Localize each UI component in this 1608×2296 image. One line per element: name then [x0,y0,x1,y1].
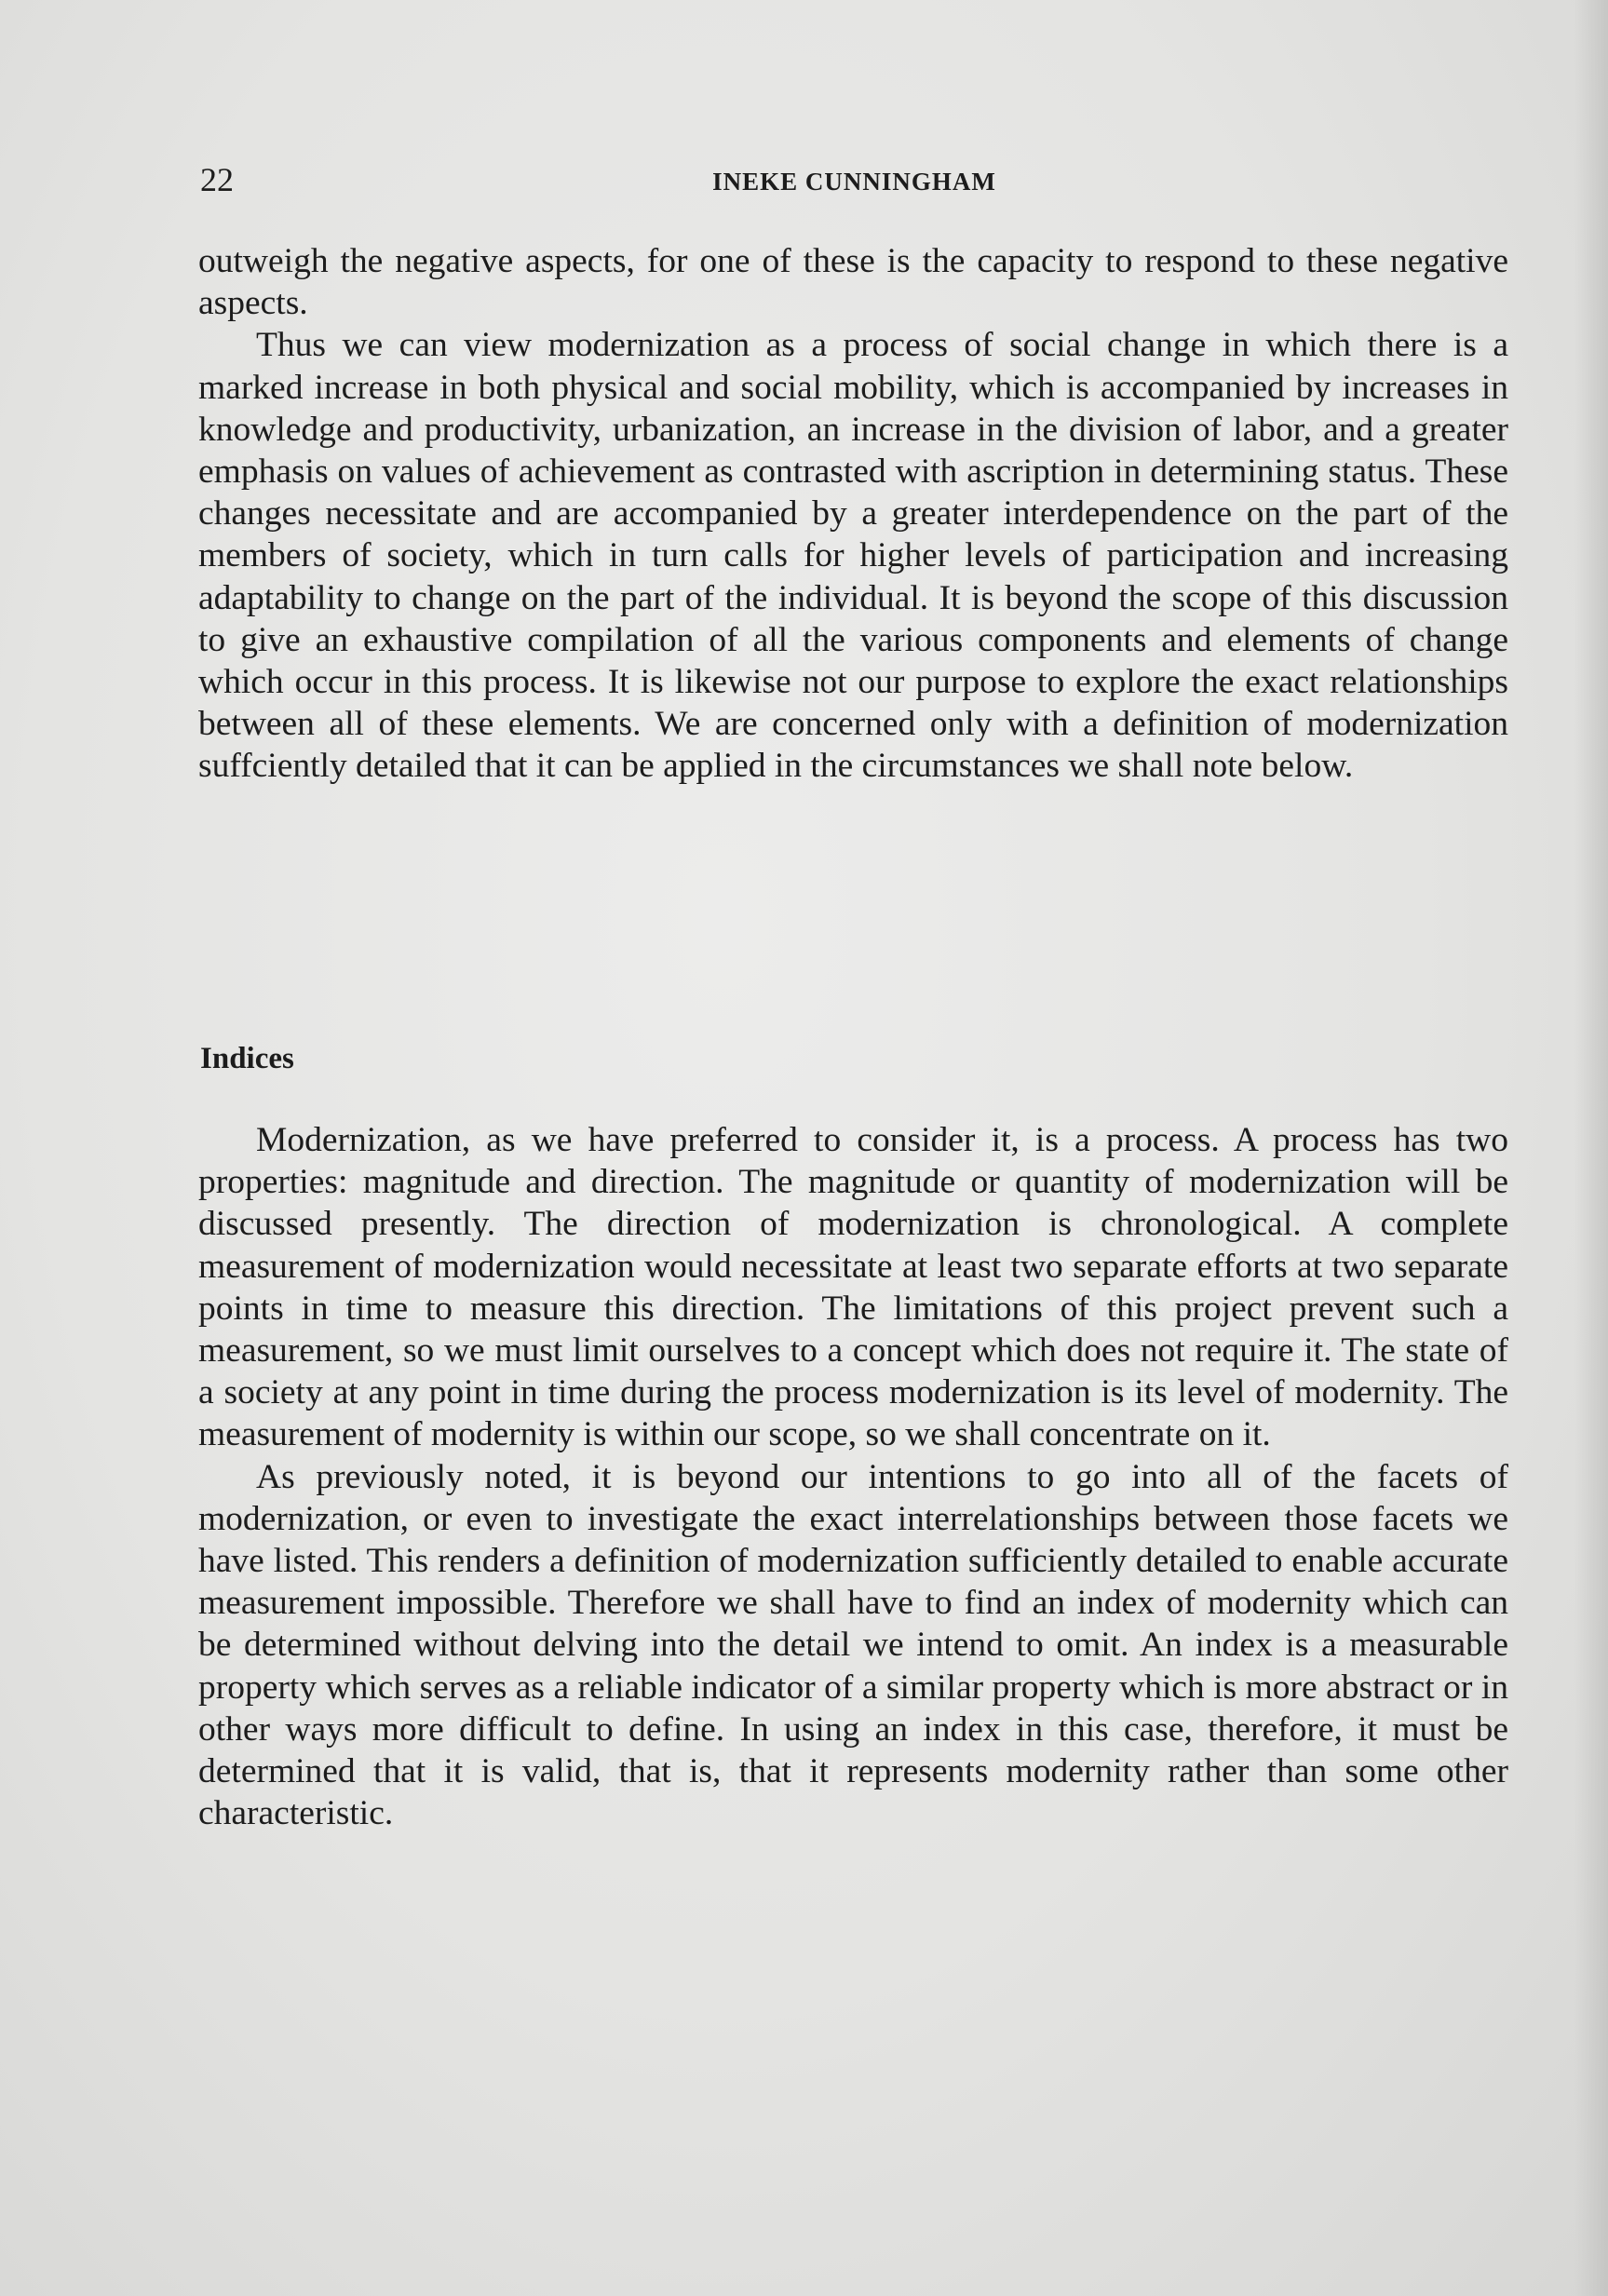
indices-text-block [198,1119,1508,1834]
page-number: 22 [200,161,234,198]
page-edge-shadow [1574,0,1608,2296]
paragraph-index-of-modernity: As previously noted, it is beyond our intentions to go into all of the facets of modernization, or even to investigate the exact interrelationships between those facets we have listed. This renders a definition of modernization sufficiently detailed to enable accurate measurement impossible. Therefore we shall have to find an index of modernity which can be determined without delving into the detail we intend to omit. An index is a measurable property which serves as a reliable indicator of a similar property which is more abstract or in other ways more difficult to define. In using an index in this case, therefore, it must be determined that it is valid, that is, that it represents modernity rather than some other characteristic. [198,1457,1508,1833]
section-heading: Indices [200,1042,294,1075]
page-header [200,156,1508,203]
paragraph-modernization-definition: Thus we can view modernization as a process of social change in which there is a marked increase in both physical and social mobility, which is accompanied by increases in knowledge and productivity, urbanization, an increase in the division of labor, and a greater emphasis on values of achievement as contrasted with ascription in determining status. These changes necessitate and are accompanied by a greater interdependence on the part of the members of society, which in turn calls for higher levels of participation and increasing adaptability to change on the part of the individual. It is beyond the scope of this discussion to give an exhaustive compilation of all the various components and elements of change which occur in this process. It is likewise not our purpose to explore the exact relationships between all of these elements. We are concerned only with a definition of modernization suffciently detailed that it can be applied in the circumstances we shall note below. [198,326,1508,786]
running-head: INEKE CUNNINGHAM [712,168,996,196]
paragraph-process-properties: Modernization, as we have preferred to consider it, is a process. A process has two properties: magnitude and direction. The magnitude or quantity of modernization will be discussed presently. The direction of modernization is chronological. A complete measurement of modernization would necessitate at least two separate efforts at two separate points in time to measure this direction. The limitations of this project prevent such a measurement, so we must limit ourselves to a concept which does not require it. The state of a society at any point in time during the process modernization is its level of modernity. The measurement of modernity is within our scope, so we shall concentrate on it. [198,1121,1508,1454]
intro-text-block [198,240,1508,788]
paragraph-continued: outweigh the negative aspects, for one of these is the capacity to respond to these negative aspects. [198,242,1508,323]
